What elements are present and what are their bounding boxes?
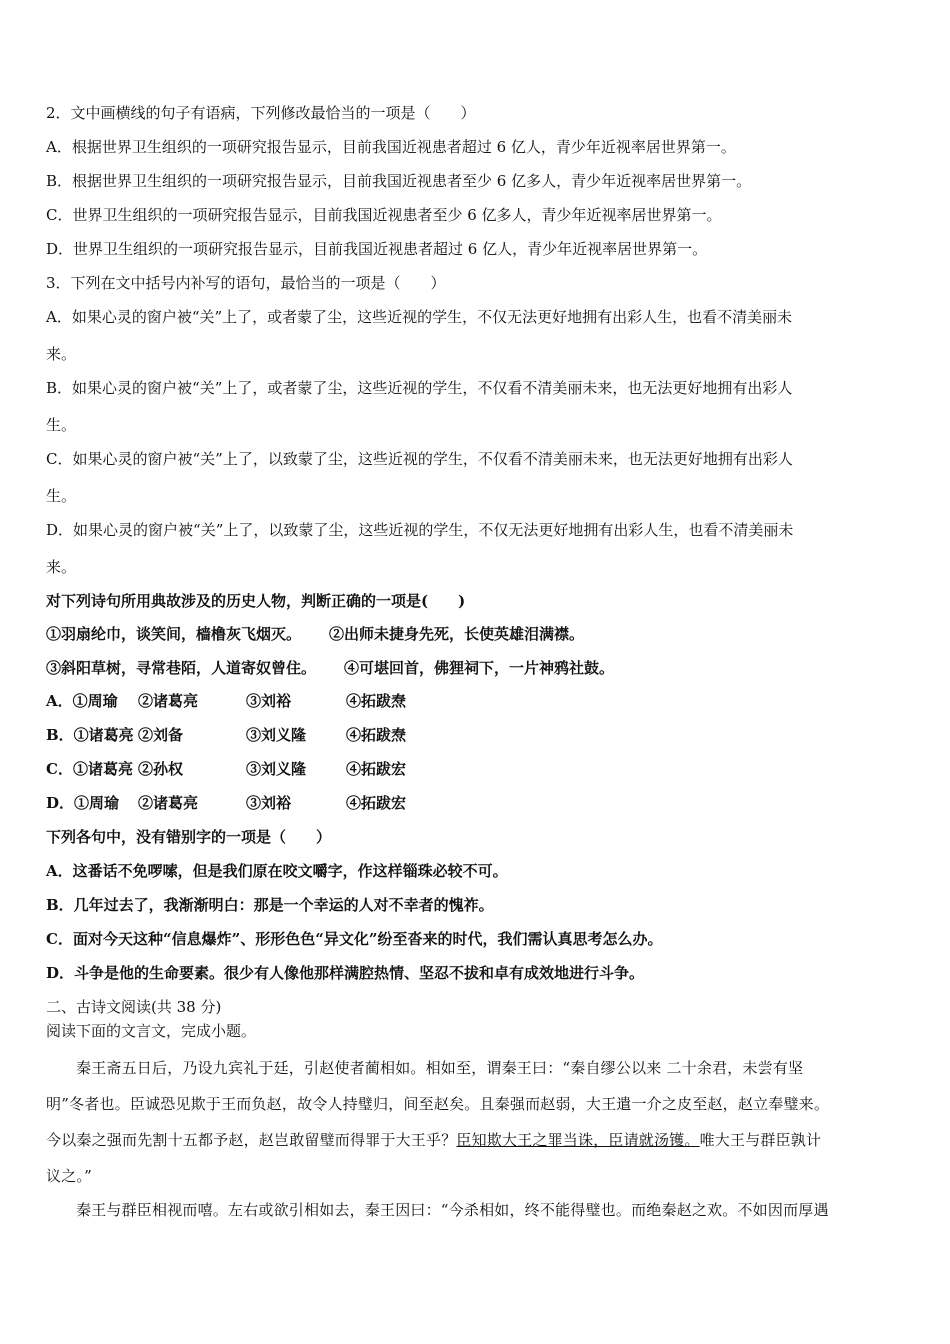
passage-p1-line1: 秦王斋五日后，乃设九宾礼于廷，引赵使者蔺相如。相如至，谓秦王曰：“秦自缪公以来 二十余君，未尝有坚 — [76, 1059, 804, 1077]
passage-p2-line1: 秦王与群臣相视而嘻。左右或欲引相如去，秦王因曰：“今杀相如，终不能得璧也。而绝秦赵之欢。不如因而厚遇 — [76, 1201, 829, 1219]
q4-option-b-1: B．①诸葛亮 — [46, 726, 134, 744]
q4-option-c-1: C．①诸葛亮 — [46, 760, 133, 778]
q3-option-d-line1: D．如果心灵的窗户被“关”上了，以致蒙了尘，这些近视的学生，不仅无法更好地拥有出彩人生，也看不清美丽未 — [46, 521, 794, 539]
q4-option-d-4: ④拓跋宏 — [346, 794, 407, 812]
q4-stem: 对下列诗句所用典故涉及的历史人物，判断正确的一项是( ) — [46, 592, 466, 610]
q3-option-b-line2: 生。 — [46, 416, 77, 434]
q4-option-a-3: ③刘裕 — [246, 692, 292, 710]
q4-option-b-2: ②刘备 — [138, 726, 184, 744]
q4-poem1: ①羽扇纶巾，谈笑间，樯橹灰飞烟灭。 — [46, 625, 302, 643]
q4-option-a-1: A．①周瑜 — [46, 692, 118, 710]
q4-option-b — [46, 725, 906, 745]
q2-stem: 2．文中画横线的句子有语病，下列修改最恰当的一项是（ ） — [46, 104, 476, 122]
q4-option-a-2: ②诸葛亮 — [138, 692, 199, 710]
q2-option-a: A．根据世界卫生组织的一项研究报告显示，目前我国近视患者超过 6 亿人，青少年近视率居世界第一。 — [46, 138, 736, 156]
q4-poem-row2 — [46, 658, 906, 678]
q4-option-c-2: ②孙权 — [138, 760, 184, 778]
q2-option-b: B．根据世界卫生组织的一项研究报告显示，目前我国近视患者至少 6 亿多人，青少年近视率居世界第一。 — [46, 172, 752, 190]
section-instruction: 阅读下面的文言文，完成小题。 — [46, 1022, 257, 1040]
q4-option-d — [46, 793, 906, 813]
passage-p1-line2: 明”冬者也。臣诚恐见欺于王而负赵，故令人持璧归，间至赵矣。且秦强而赵弱，大王遣一介之皮至赵，赵立奉璧来。 — [46, 1095, 830, 1113]
q4-poem3: ③斜阳草树，寻常巷陌，人道寄奴曾住。 — [46, 659, 317, 677]
passage-p1-line3-start: 今以秦之强而先割十五都予赵，赵岂敢留璧而得罪于大王乎？ — [46, 1131, 457, 1149]
section-title: 二、古诗文阅读(共 38 分) — [46, 998, 222, 1016]
q3-option-c-line1: C．如果心灵的窗户被“关”上了，以致蒙了尘，这些近视的学生，不仅看不清美丽未来，也无法更好地拥有出彩人 — [46, 450, 793, 468]
q2-option-d: D．世界卫生组织的一项研究报告显示，目前我国近视患者超过 6 亿人，青少年近视率居世界第一。 — [46, 240, 708, 258]
q4-option-b-4: ④拓跋焘 — [346, 726, 407, 744]
q5-option-d: D．斗争是他的生命要素。很少有人像他那样满腔热情、坚忍不拔和卓有成效地进行斗争。 — [46, 964, 645, 982]
q4-option-b-3: ③刘义隆 — [246, 726, 307, 744]
q4-option-d-3: ③刘裕 — [246, 794, 292, 812]
q4-poem2: ②出师未捷身先死，长使英雄泪满襟。 — [329, 625, 585, 643]
q4-option-a-4: ④拓跋焘 — [346, 692, 407, 710]
q4-option-a — [46, 691, 906, 711]
q3-option-b-line1: B．如果心灵的窗户被“关”上了，或者蒙了尘，这些近视的学生，不仅看不清美丽未来，也无法更好地拥有出彩人 — [46, 379, 793, 397]
q5-stem: 下列各句中，没有错别字的一项是（ ） — [46, 828, 332, 846]
q5-option-a: A．这番话不免啰嗦，但是我们原在咬文嚼字，作这样锱珠必较不可。 — [46, 862, 508, 880]
q4-option-c-4: ④拓跋宏 — [346, 760, 407, 778]
q3-option-a-line2: 来。 — [46, 345, 77, 363]
passage-p1-line4: 议之。” — [46, 1167, 92, 1185]
passage-p1-line3-end: 唯大王与群臣孰计 — [699, 1131, 822, 1149]
q2-option-c: C．世界卫生组织的一项研究报告显示，目前我国近视患者至少 6 亿多人，青少年近视率居世界第一。 — [46, 206, 722, 224]
q5-option-b: B．几年过去了，我渐渐明白：那是一个幸运的人对不幸者的愧祚。 — [46, 896, 494, 914]
q4-poem4: ④可堪回首，佛狸祠下，一片神鸦社鼓。 — [344, 659, 615, 677]
q4-poem-row1 — [46, 624, 906, 644]
q3-option-c-line2: 生。 — [46, 487, 77, 505]
q4-option-c-3: ③刘义隆 — [246, 760, 307, 778]
passage-underlined-sentence: 臣知欺大王之罪当诛，臣请就汤镬。 — [456, 1131, 700, 1149]
passage-p1-line3 — [46, 1130, 906, 1150]
q4-option-d-1: D．①周瑜 — [46, 794, 120, 812]
q3-option-d-line2: 来。 — [46, 558, 77, 576]
q4-option-d-2: ②诸葛亮 — [138, 794, 199, 812]
q4-option-c — [46, 759, 906, 779]
q3-option-a-line1: A．如果心灵的窗户被“关”上了，或者蒙了尘，这些近视的学生，不仅无法更好地拥有出彩人生，也看不清美丽未 — [46, 308, 793, 326]
q5-option-c: C．面对今天这种“信息爆炸”、形形色色“异文化”纷至沓来的时代，我们需认真思考怎么办。 — [46, 930, 663, 948]
q3-stem: 3．下列在文中括号内补写的语句，最恰当的一项是（ ） — [46, 274, 446, 292]
